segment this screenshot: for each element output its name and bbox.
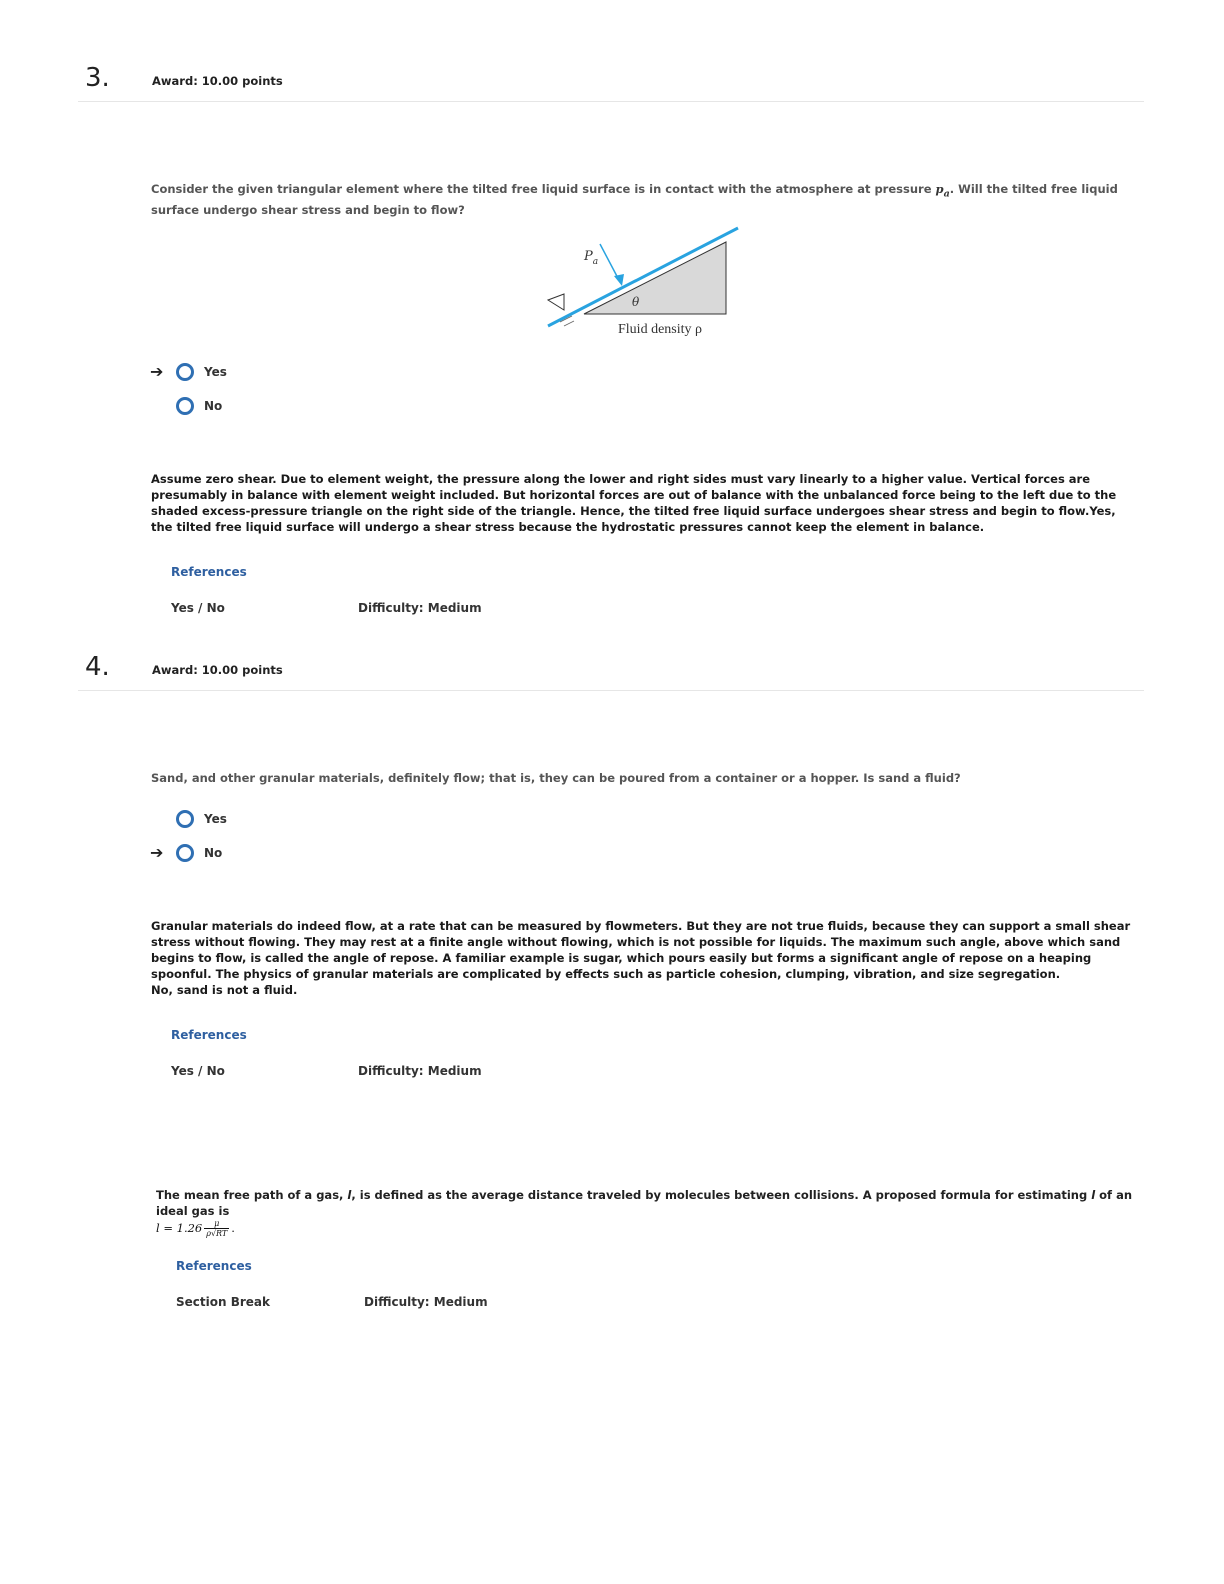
variable-l: l (1091, 1188, 1096, 1202)
pressure-variable (935, 182, 950, 200)
question-number: 3. (85, 63, 110, 93)
pressure-arrow-head (614, 274, 624, 286)
fluid-density-caption: Fluid density ρ (618, 322, 702, 337)
section-text-start: The mean free path of a gas, (156, 1188, 348, 1202)
formula-end: . (231, 1220, 235, 1235)
pa-label: $P_a$ (584, 249, 599, 267)
choice-label: No (204, 846, 223, 860)
free-surface-symbol (548, 294, 564, 310)
choice-label: Yes (204, 365, 227, 379)
choice-label: Yes (204, 812, 227, 826)
variable-l: l (347, 1188, 352, 1202)
prompt-text-end: . Will the tilted free liquid surface undergo shear stress and begin to flow? (151, 182, 1118, 218)
choice-no[interactable] (150, 843, 222, 863)
section-text-middle: , is defined as the average distance traveled by molecules between collisions. A proposed formula for estimating (351, 1188, 1092, 1202)
question-number: 4. (85, 652, 110, 682)
formula-denominator: ρ√RT (206, 1229, 228, 1238)
divider (78, 690, 1144, 691)
divider (78, 101, 1144, 102)
triangular-element-figure (540, 222, 750, 342)
formula-lhs: l = 1.26 (156, 1220, 203, 1235)
difficulty: Difficulty: Medium (364, 1295, 488, 1309)
award-label: Award: 10.00 points (152, 74, 283, 88)
explanation (151, 918, 1141, 998)
explanation-answer: No, sand is not a fluid. (151, 983, 298, 997)
references-link[interactable]: References (176, 1259, 252, 1273)
explanation-body: Granular materials do indeed flow, at a rate that can be measured by flowmeters. But they are not true fluids, because they can support a small shear stress without flowing. They may rest at a finite angle without flowing, which is not possible for liquids. The maximum such angle, above which sand begins to flow, is called the angle of repose. A familiar example is sugar, which pours easily but forms a significant angle of repose on a heaping spoonful. The physics of granular materials are complicated by effects such as particle cohesion, clumping, vibration, and size segregation. (151, 919, 1131, 981)
choice-yes[interactable] (150, 809, 227, 829)
pressure-var-symbol: p (935, 182, 944, 196)
section-text (156, 1187, 1141, 1238)
radio-icon[interactable] (176, 363, 194, 381)
answer-arrow-icon: ➔ (150, 362, 164, 381)
question-prompt: Sand, and other granular materials, definitely flow; that is, they can be poured from a container or a hopper. Is sand a fluid? (151, 771, 961, 785)
choice-label: No (204, 399, 223, 413)
prompt-text-start: Consider the given triangular element where the tilted free liquid surface is in contact with the atmosphere at pressure (151, 182, 936, 196)
pressure-var-subscript: a (943, 188, 950, 200)
radio-icon[interactable] (176, 397, 194, 415)
question-prompt (151, 181, 1141, 219)
formula-numerator: μ (204, 1219, 229, 1229)
difficulty: Difficulty: Medium (358, 601, 482, 615)
surface-hatch-2 (564, 321, 574, 326)
question-type: Yes / No (171, 601, 225, 615)
question-type: Section Break (176, 1295, 270, 1309)
section-text-end: of an ideal gas is (156, 1188, 1133, 1218)
mean-free-path-formula (156, 1219, 235, 1238)
formula-fraction (204, 1219, 229, 1238)
radio-icon[interactable] (176, 844, 194, 862)
answer-arrow-icon: ➔ (150, 843, 164, 862)
references-link[interactable]: References (171, 565, 247, 579)
explanation: Assume zero shear. Due to element weight, the pressure along the lower and right sides must vary linearly to a higher value. Vertical forces are presumably in balance with element weight included. But horizontal forces are out of balance with the unbalanced force being to the left due to the shaded excess-pressure triangle on the right side of the triangle. Hence, the tilted free liquid surface undergoes shear stress and begin to flow.Yes, the tilted free liquid surface will undergo a shear stress because the hydrostatic pressures cannot keep the element in balance. (151, 472, 1117, 534)
radio-icon[interactable] (176, 810, 194, 828)
theta-label: θ (632, 295, 640, 309)
choice-no[interactable] (150, 396, 222, 416)
difficulty: Difficulty: Medium (358, 1064, 482, 1078)
choice-yes[interactable] (150, 362, 227, 382)
question-type: Yes / No (171, 1064, 225, 1078)
figure-svg (540, 222, 750, 342)
references-link[interactable]: References (171, 1028, 247, 1042)
award-label: Award: 10.00 points (152, 663, 283, 677)
